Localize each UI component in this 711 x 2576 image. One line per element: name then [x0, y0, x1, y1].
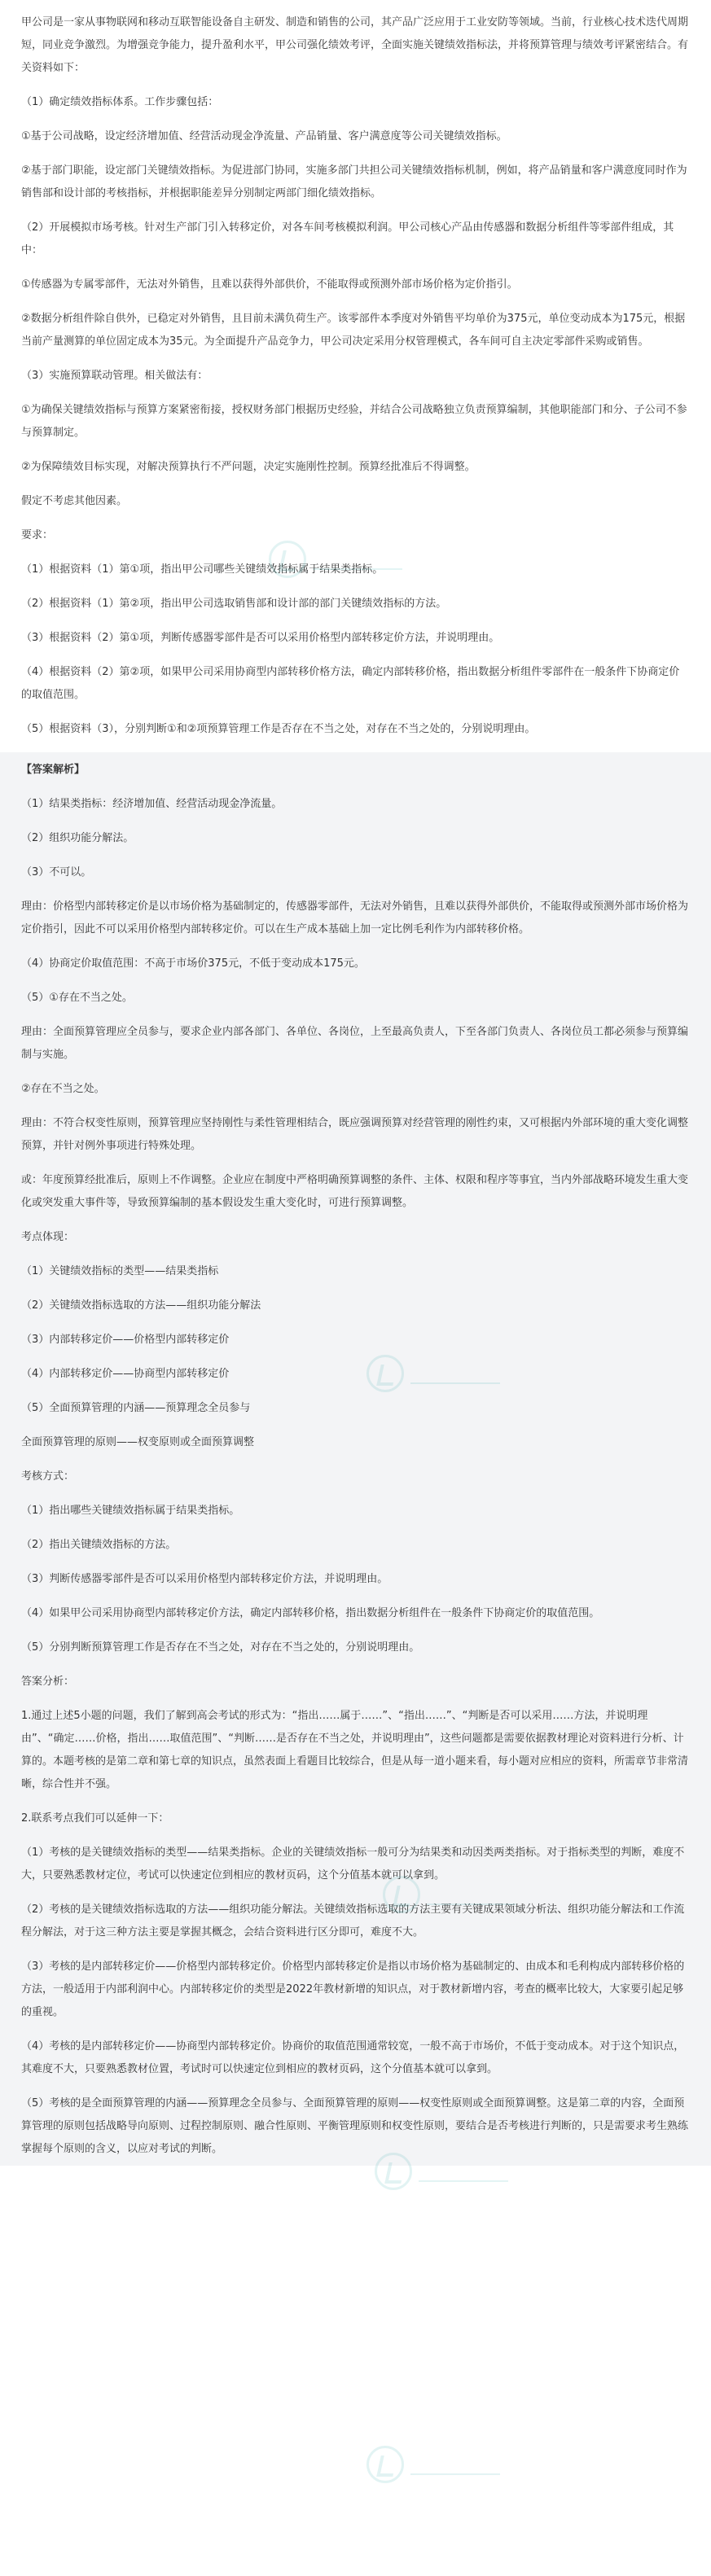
answer-5-2: ②存在不当之处。 — [21, 1083, 105, 1095]
extension-5: （5）考核的是全面预算管理的内涵——预算理念全员参与、全面预算管理的原则——权变性原则或全面预算调整。这是第二章的内容，全面预算管理的原则包括战略导向原则、过程控制原则、融合性原则、平衡管理原则和权变性原则，要结合是否考核进行判断的，只是需要求考生熟练掌握每个原则的含义，以应对考试的判断。 — [21, 2097, 689, 2155]
exam-method-2: （2）指出关键绩效指标的方法。 — [21, 1539, 177, 1551]
answer-section — [0, 752, 711, 2166]
answer-4: （4）协商定价取值范围：不高于市场价375元，不低于变动成本175元。 — [21, 957, 365, 970]
material-2-title: （2）开展模拟市场考核。针对生产部门引入转移定价，对各车间考核模拟利润。甲公司核心产品由传感器和数据分析组件等零部件组成，其中： — [21, 221, 674, 256]
key-point-5: （5）全面预算管理的内涵——预算理念全员参与 — [21, 1402, 251, 1414]
key-point-3: （3）内部转移定价——价格型内部转移定价 — [21, 1334, 230, 1346]
extension-4: （4）考核的是内部转移定价——协商型内部转移定价。协商价的取值范围通常较宽，一般不高于市场价，不低于变动成本。对于这个知识点，其难度不大，只要熟悉教材位置，考试时可以快速定位到相应的教材页码，这个分值基本就可以拿到。 — [21, 2040, 685, 2075]
material-3-item-1: ①为确保关键绩效指标与预算方案紧密衔接，授权财务部门根据历史经验，并结合公司战略独立负责预算编制，其他职能部门和分、子公司不参与预算制定。 — [21, 404, 687, 439]
question-section — [21, 11, 690, 752]
requirement-3: （3）根据资料（2）第①项，判断传感器零部件是否可以采用价格型内部转移定价方法，并说明理由。 — [21, 632, 500, 644]
extension-1: （1）考核的是关键绩效指标的类型——结果类指标。企业的关键绩效指标一般可分为结果类和动因类两类指标。对于指标类型的判断，难度不大，只要熟悉教材定位，考试可以快速定位到相应的教材页码，这个分值基本就可以拿到。 — [21, 1847, 685, 1882]
material-3-item-2: ②为保障绩效目标实现，对解决预算执行不严问题，决定实施刚性控制。预算经批准后不得调整。 — [21, 461, 476, 473]
key-point-1: （1）关键绩效指标的类型——结果类指标 — [21, 1265, 219, 1277]
key-point-4: （4）内部转移定价——协商型内部转移定价 — [21, 1368, 230, 1380]
exam-method-3: （3）判断传感器零部件是否可以采用价格型内部转移定价方法，并说明理由。 — [21, 1573, 388, 1585]
exam-method-5: （5）分别判断预算管理工作是否存在不当之处，对存在不当之处的，分别说明理由。 — [21, 1641, 420, 1654]
answer-2: （2）组织功能分解法。 — [21, 832, 134, 844]
requirement-5: （5）根据资料（3），分别判断①和②项预算管理工作是否存在不当之处，对存在不当之处的，分别说明理由。 — [21, 723, 536, 735]
requirement-2: （2）根据资料（1）第②项，指出甲公司选取销售部和设计部的部门关键绩效指标的方法。 — [21, 598, 447, 610]
material-1-item-1: ①基于公司战略，设定经济增加值、经营活动现金净流量、产品销量、客户满意度等公司关键绩效指标。 — [21, 130, 507, 142]
exam-method-4: （4）如果甲公司采用协商型内部转移定价方法，确定内部转移价格，指出数据分析组件在一般条件下协商定价的取值范围。 — [21, 1607, 600, 1619]
exam-method-heading: 考核方式： — [21, 1470, 75, 1483]
analysis-point-2: 2.联系考点我们可以延伸一下： — [21, 1812, 169, 1825]
assumption-text: 假定不考虑其他因素。 — [21, 495, 128, 507]
key-point-2: （2）关键绩效指标选取的方法——组织功能分解法 — [21, 1299, 261, 1312]
answer-5-2-alt: 或：年度预算经批准后，原则上不作调整。企业应在制度中严格明确预算调整的条件、主体、权限和程序等事宜，当内外部战略环境发生重大变化或突发重大事件等，导致预算编制的基本假设发生重大变化时，可进行预算调整。 — [21, 1174, 689, 1209]
analysis-point-1: 1.通过上述5小题的问题，我们了解到高会考试的形式为：“指出……属于……”、“指出……”、“判断是否可以采用……方法，并说明理由”、“确定……价格，指出……取值范围”、“判断……是否存在不当之处，并说明理由”，这些问题都是需要依据教材理论对资料进行分析、计算的。本题考核的是第二章和第七章的知识点，虽然表面上看题目比较综合，但是从每一道小题来看，每小题对应相应的资料，所需章节非常清晰，综合性并不强。 — [21, 1710, 689, 1790]
material-2-item-2: ②数据分析组件除自供外，已稳定对外销售，且目前未满负荷生产。该零部件本季度对外销售平均单价为375元，单位变动成本为175元，根据当前产量测算的单位固定成本为35元。为全面提升产品竞争力，甲公司决定采用分权管理模式，各车间可自主决定零部件采购或销售。 — [21, 313, 686, 348]
extension-2: （2）考核的是关键绩效指标选取的方法——组织功能分解法。关键绩效指标选取的方法主要有关键成果领域分析法、组织功能分解法和工作流程分解法，对于这三种方法主要是掌握其概念，会结合资料进行区分即可，难度不大。 — [21, 1904, 685, 1939]
key-point-5b: 全面预算管理的原则——权变原则或全面预算调整 — [21, 1436, 255, 1448]
answer-analysis-heading: 【答案解析】 — [21, 764, 86, 776]
answer-1: （1）结果类指标：经济增加值、经营活动现金净流量。 — [21, 798, 283, 810]
material-1-item-2: ②基于部门职能，设定部门关键绩效指标。为促进部门协同，实施多部门共担公司关键绩效指标机制，例如，将产品销量和客户满意度同时作为销售部和设计部的考核指标，并根据职能差异分别制定两部门细化绩效指标。 — [21, 164, 687, 199]
answer-analysis-subheading: 答案分析： — [21, 1676, 75, 1688]
material-2-item-1: ①传感器为专属零部件，无法对外销售，且难以获得外部供价，不能取得或预测外部市场价格为定价指引。 — [21, 278, 518, 291]
exam-method-1: （1）指出哪些关键绩效指标属于结果类指标。 — [21, 1505, 240, 1517]
key-points-heading: 考点体现： — [21, 1231, 75, 1243]
answer-3: （3）不可以。 — [21, 866, 92, 878]
answer-5-1: （5）①存在不当之处。 — [21, 992, 133, 1004]
requirement-4: （4）根据资料（2）第②项，如果甲公司采用协商型内部转移价格方法，确定内部转移价格，指出数据分析组件零部件在一般条件下协商定价的取值范围。 — [21, 666, 680, 701]
answer-5-1-reason: 理由：全面预算管理应全员参与，要求企业内部各部门、各单位、各岗位，上至最高负责人，下至各部门负责人、各岗位员工都必须参与预算编制与实施。 — [21, 1026, 689, 1061]
material-1-title: （1）确定绩效指标体系。工作步骤包括： — [21, 96, 219, 108]
answer-5-2-reason: 理由：不符合权变性原则，预算管理应坚持刚性与柔性管理相结合，既应强调预算对经营管理的刚性约束，又可根据内外部环境的重大变化调整预算，并针对例外事项进行特殊处理。 — [21, 1117, 689, 1152]
requirements-heading: 要求： — [21, 529, 54, 541]
material-3-title: （3）实施预算联动管理。相关做法有： — [21, 370, 208, 382]
intro-paragraph: 甲公司是一家从事物联网和移动互联智能设备自主研发、制造和销售的公司，其产品广泛应用于工业安防等领域。当前，行业核心技术迭代周期短，同业竞争激烈。为增强竞争能力，提升盈利水平，甲公司强化绩效考评，全面实施关键绩效指标法，并将预算管理与绩效考评紧密结合。有关资料如下： — [21, 16, 689, 74]
answer-3-reason: 理由：价格型内部转移定价是以市场价格为基础制定的，传感器零部件，无法对外销售，且难以获得外部供价，不能取得或预测外部市场价格为定价指引，因此不可以采用价格型内部转移定价。可以在生产成本基础上加一定比例毛利作为内部转移价格。 — [21, 900, 689, 935]
extension-3: （3）考核的是内部转移定价——价格型内部转移定价。价格型内部转移定价是指以市场价格为基础制定的、由成本和毛利构成内部转移价格的方法，一般适用于内部利润中心。内部转移定价的类型是2022年教材新增的知识点，对于教材新增内容，考查的概率比较大，大家要引起足够的重视。 — [21, 1960, 685, 2018]
requirement-1: （1）根据资料（1）第①项，指出甲公司哪些关键绩效指标属于结果类指标。 — [21, 563, 384, 576]
